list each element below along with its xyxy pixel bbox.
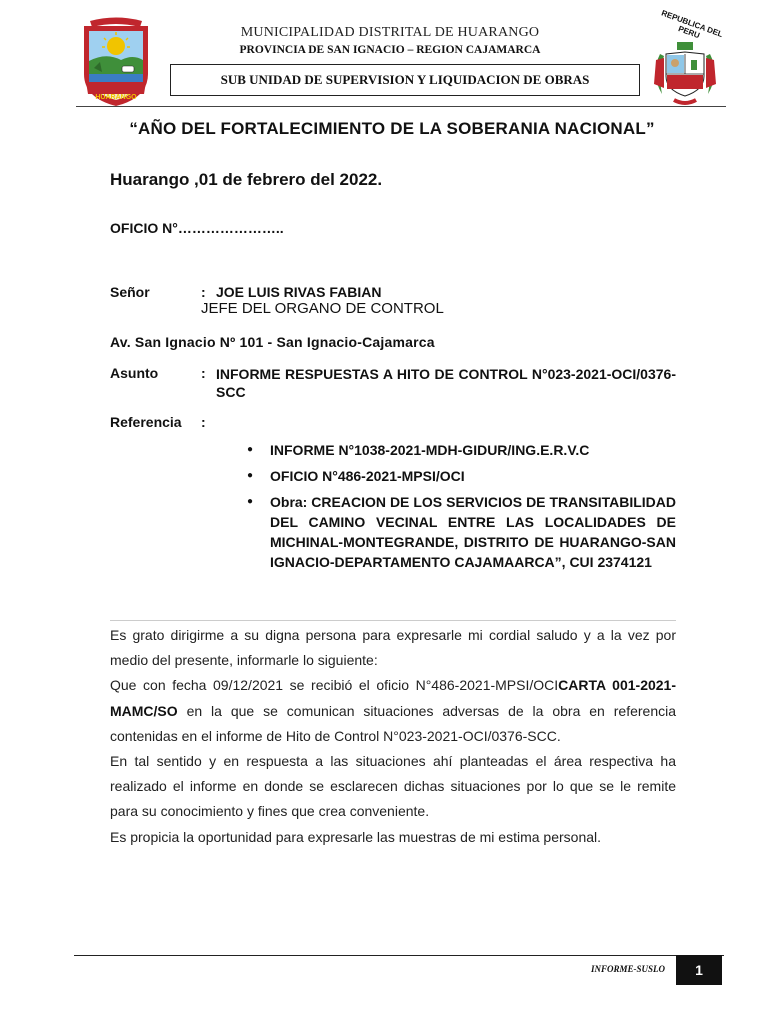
section-divider bbox=[110, 620, 676, 621]
body-paragraph: Es propicia la oportunidad para expresarle las muestras de mi estima personal. bbox=[110, 828, 602, 845]
body-paragraph bbox=[110, 673, 676, 749]
body-text-span: Que con fecha 09/12/2021 se recibió el oficio N°486-2021-MPSI/OCI bbox=[110, 677, 559, 694]
subject-text bbox=[216, 365, 676, 401]
subject-text-content: INFORME RESPUESTAS A HITO DE CONTROL N°023-2021-OCI/0376-SCC bbox=[216, 366, 676, 400]
header-divider bbox=[76, 106, 726, 107]
bullet-icon: ● bbox=[246, 496, 254, 507]
recipient-address: Av. San Ignacio Nº 101 - San Ignacio-Cajamarca bbox=[110, 334, 435, 350]
unit-title-box bbox=[170, 64, 640, 96]
letter-body bbox=[110, 623, 676, 850]
reference-item bbox=[246, 492, 676, 572]
unit-title: SUB UNIDAD DE SUPERVISION Y LIQUIDACION DE OBRAS bbox=[220, 72, 590, 87]
body-bold-span: CARTA 001-2021-MAMC/SO bbox=[110, 677, 676, 719]
body-paragraph: Es grato dirigirme a su digna persona para expresarle mi cordial saludo y a la vez por medio del presente, informarle lo siguiente: bbox=[110, 627, 676, 669]
year-title: “AÑO DEL FORTALECIMIENTO DE LA SOBERANIA NACIONAL” bbox=[129, 119, 655, 138]
body-text-span: en la que se comunican situaciones adversas de la obra en referencia contenidas en el informe de Hito de Control N°023-2021-OCI/0376-SCC. bbox=[110, 702, 676, 744]
municipality-logo bbox=[76, 16, 156, 108]
municipality-title: MUNICIPALIDAD DISTRITAL DE HUARANGO bbox=[240, 25, 540, 40]
reference-item-text: Obra: CREACION DE LOS SERVICIOS DE TRANSITABILIDAD DEL CAMINO VECINAL ENTRE LAS LOCALIDADES DE MICHINAL-MONTEGRANDE, DISTRITO DE HUARANGO-SAN IGNACIO-DEPARTAMENTO CAJAMAARCA”, CUI 2374121 bbox=[270, 494, 676, 570]
bullet-icon: ● bbox=[246, 470, 254, 481]
footer-label: INFORME-SUSLO bbox=[590, 964, 665, 974]
coat-of-arms-label: REPUBLICA DEL PERU bbox=[660, 8, 724, 41]
body-paragraph: En tal sentido y en respuesta a las situaciones ahí planteadas el área respectiva ha realizado el informe en donde se esclarecen dichas situaciones por lo que se le remite para su conocimiento y fines que crea conveniente. bbox=[110, 753, 676, 820]
reference-item-text: INFORME N°1038-2021-MDH-GIDUR/ING.E.R.V.C bbox=[270, 442, 590, 458]
logo-banner-text: HUARANGO bbox=[95, 94, 137, 101]
oficio-number: OFICIO N°………………….. bbox=[110, 220, 284, 236]
reference-item bbox=[246, 440, 676, 460]
reference-item-text: OFICIO N°486-2021-MPSI/OCI bbox=[270, 468, 465, 484]
document-date: Huarango ,01 de febrero del 2022. bbox=[110, 170, 383, 189]
recipient-name: JOE LUIS RIVAS FABIAN bbox=[216, 284, 382, 300]
municipality-subtitle: PROVINCIA DE SAN IGNACIO – REGION CAJAMARCA bbox=[239, 44, 541, 56]
bullet-icon: ● bbox=[246, 444, 254, 455]
reference-item bbox=[246, 466, 676, 486]
reference-label: Referencia bbox=[110, 414, 182, 430]
footer-divider bbox=[74, 955, 724, 956]
recipient-colon: : bbox=[201, 284, 206, 300]
page-number: 1 bbox=[676, 955, 722, 985]
peru-coat-of-arms bbox=[644, 8, 726, 110]
subject-label: Asunto bbox=[110, 365, 159, 381]
recipient-label: Señor bbox=[110, 284, 150, 300]
recipient-position: JEFE DEL ORGANO DE CONTROL bbox=[201, 300, 444, 317]
subject-colon: : bbox=[201, 365, 206, 381]
reference-colon: : bbox=[201, 414, 206, 430]
